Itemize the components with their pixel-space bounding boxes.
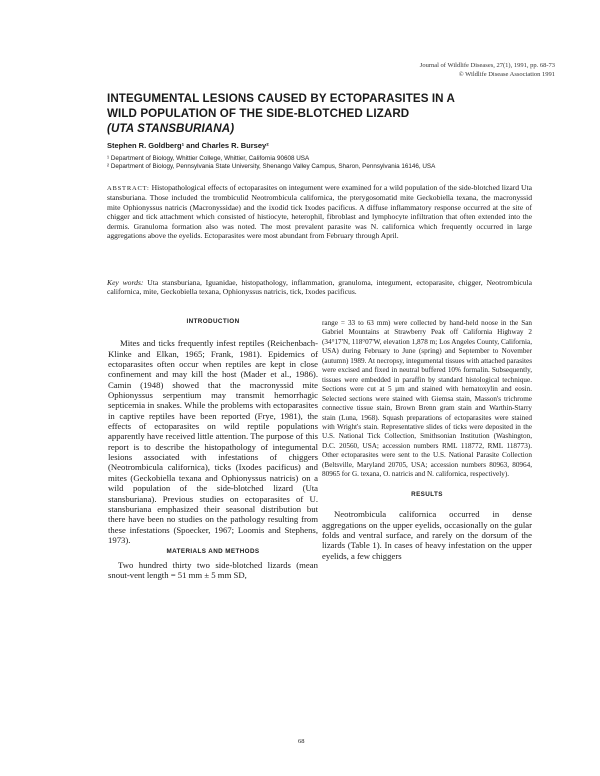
abstract-label: ABSTRACT: [107,185,150,192]
affiliation-2: ² Department of Biology, Pennsylvania State University, Shenango Valley Campus, Sharon, Pennsylvania 16146, USA [107,163,436,170]
journal-line-2: © Wildlife Disease Association 1991 [458,70,555,78]
keywords-text: Uta stansburiana, Iguanidae, histopathology, inflammation, granuloma, integument, ectoparasite, chigger, Neotrombicula californica, mite, Geckobiella texana, Ophionyssus natricis, tick, Ixodes pacificus. [107,278,532,297]
left-column [108,317,318,580]
introduction-paragraph: Mites and ticks frequently infest reptiles (Reichenbach-Klinke and Elkan, 1965; Frank, 1981). Epidemics of ectoparasites often occur when reptiles are kept in close confinement and may kill the host (Mader et al., 1986). Camin (1948) showed that the macronyssid mite Ophionyssus serpentium may transmit hemorrhagic septicemia in snakes. While the problems with ectoparasites in captive reptiles have been reported (Frye, 1981), the effects of ectoparasites on wild reptile populations apparently have received little attention. The purpose of this report is to describe the histopathology of integumental lesions associated with infestations of chiggers (Neotrombicula californica), ticks (Ixodes pacificus) and mites (Geckobiella texana and Ophionyssus natricis) on a wild population of the side-blotched lizard (Uta stansburiana). Previous studies on ectoparasites of U. stansburiana emphasized their seasonal distribution but there have been no studies on the pathology resulting from these infestations (Spoecker, 1967; Loomis and Stephens, 1973). [108,338,318,545]
page-number: 68 [298,738,305,745]
right-column [322,319,532,561]
abstract-text: Histopathological effects of ectoparasites on integument were examined for a wild population of the side-blotched lizard Uta stansburiana. Those included the trombiculid Neotrombicula californica, the pterygosomatid mite Geckobiella texana, the macronyssid mite Ophionyssus natricis (Macronyssidae) and the ixodid tick Ixodes pacificus. A diffuse inflammatory response occurred at the site of chigger and tick attachment which consisted of histiocyte, heterophil, fibroblast and lymphocyte infiltration that often extended into the dermis. Granuloma formation also was noted. The most prevalent parasite was N. californica which frequently occurred in large aggregations above the eyelids. Ectoparasites were most abundant from February through April. [107,183,532,241]
keywords [107,278,532,297]
journal-line-1: Journal of Wildlife Diseases, 27(1), 1991, pp. 68-73 [419,62,555,69]
methods-heading: MATERIALS AND METHODS [166,548,260,556]
authors: Stephen R. Goldberg¹ and Charles R. Bursey² [107,141,269,150]
introduction-heading: INTRODUCTION [186,318,240,325]
keywords-label: Key words: [107,278,144,287]
results-paragraph: Neotrombicula californica occurred in dense aggregations on the upper eyelids, occasionally on the gular folds and ventral surface, and rarely on the dorsum of the lizards (Table 1). In cases of heavy infestation on the upper eyelids, a few chiggers [322,509,532,561]
article-title [107,91,527,136]
title-line-1: INTEGUMENTAL LESIONS CAUSED BY ECTOPARASITES IN A [107,92,456,105]
journal-citation [420,62,555,79]
methods-continued-paragraph: range = 33 to 63 mm) were collected by hand-held noose in the San Gabriel Mountains at Strawberry Peak off California Highway 2 (34°17'N, 118°07'W, elevation 1,878 m; Los Angeles County, California, USA) during February to June (spring) and September to November (autumn) 1989. At necropsy, integumental tissues with attached parasites were excised and fixed in neutral buffered 10% formalin. Subsequently, tissues were embedded in paraffin by standard histological technique. Sections were cut at 5 µm and stained with hematoxylin and eosin. Selected sections were stained with Giemsa stain, Masson's trichrome connective tissue stain, Brown Brenn gram stain and Warthin-Starry stain (Luna, 1968). Squash preparations of ectoparasites were stained with Wright's stain. Representative slides of ticks were deposited in the U.S. National Tick Collection, Smithsonian Institution (Washington, D.C. 20560, USA; accession numbers RML 118772, RML 118773). Other ectoparasites were sent to the U.S. National Parasite Collection (Beltsville, Maryland 20705, USA; accession numbers 80963, 80964, 80965 for G. texana, O. natricis and N. californica, respectively). [322,319,532,479]
title-line-3: (UTA STANSBURIANA) [107,122,235,135]
affiliation-1: ¹ Department of Biology, Whittier College, Whittier, California 90608 USA [107,155,310,162]
methods-paragraph: Two hundred thirty two side-blotched lizards (mean snout-vent length = 51 mm ± 5 mm SD, [108,559,318,580]
title-line-2: WILD POPULATION OF THE SIDE-BLOTCHED LIZARD [107,107,410,120]
abstract [107,183,532,240]
results-heading: RESULTS [411,490,443,498]
